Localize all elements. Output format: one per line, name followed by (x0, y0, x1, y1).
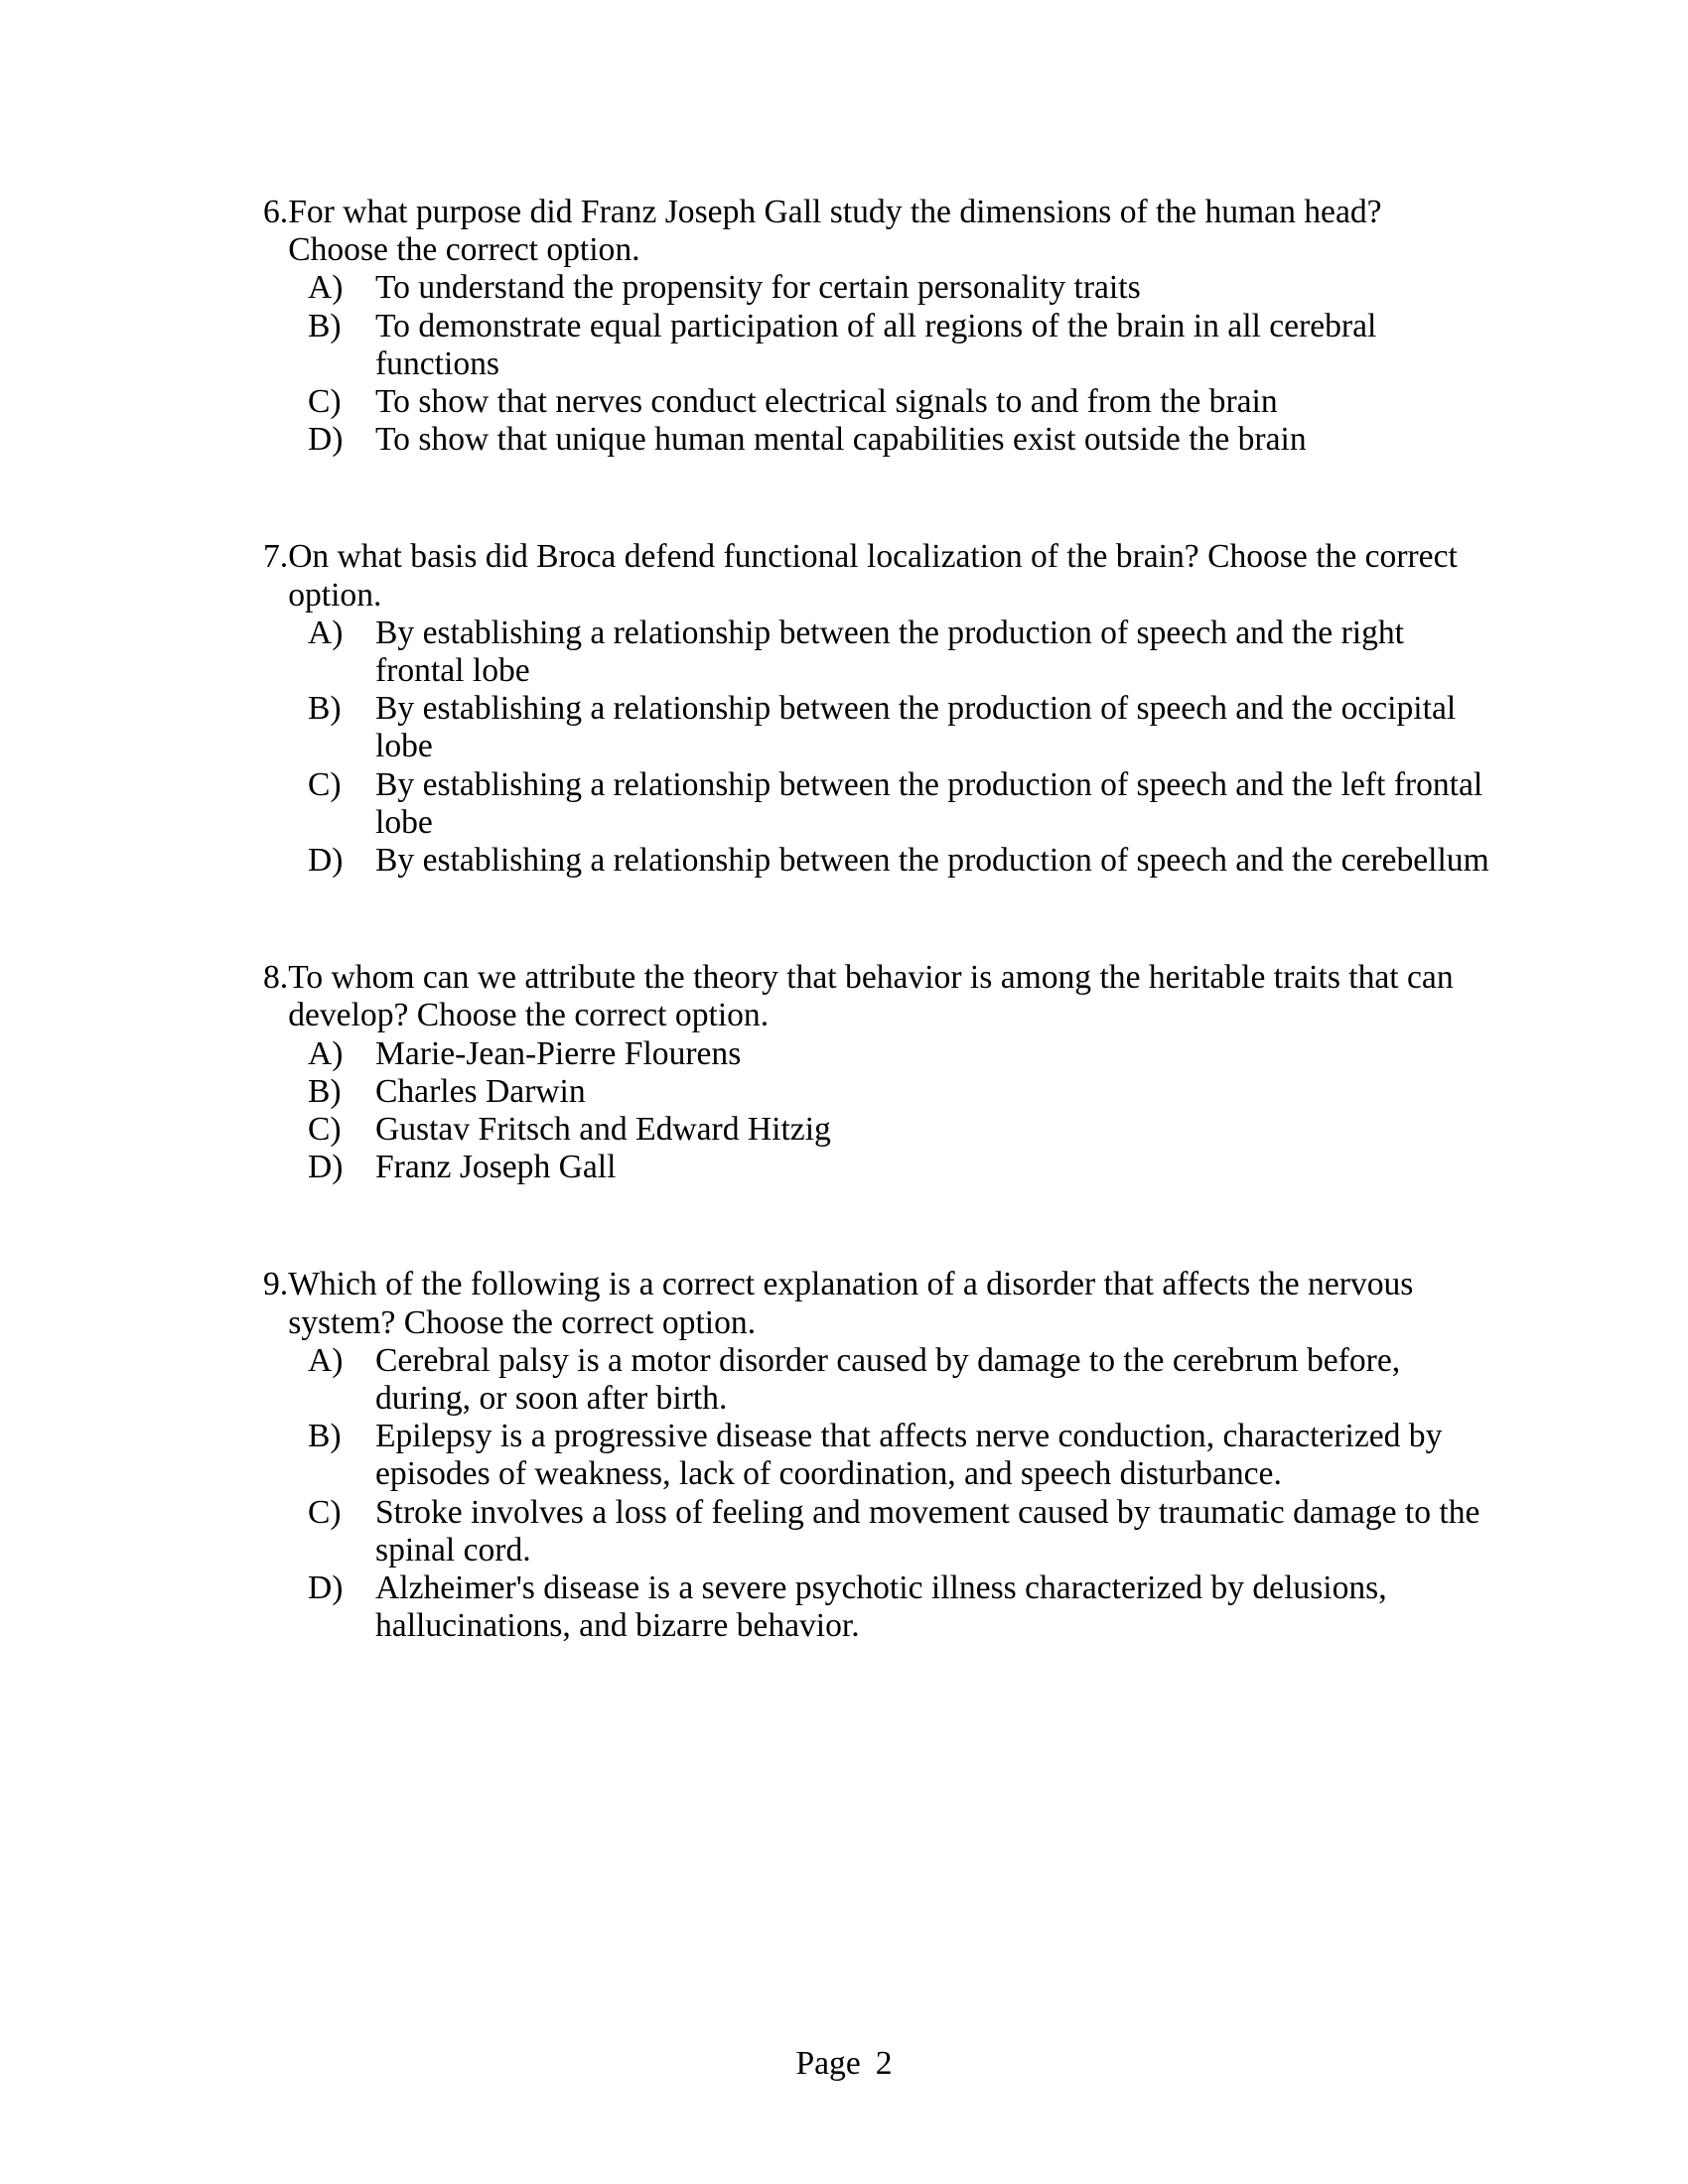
option-letter: D) (308, 842, 344, 880)
option-item (308, 1149, 1499, 1186)
question-number: 9. (263, 1266, 289, 1303)
option-item (308, 690, 1499, 765)
option-item (308, 383, 1499, 421)
option-item (308, 1342, 1499, 1418)
option-item (308, 842, 1499, 880)
option-text: Charles Darwin (375, 1072, 586, 1110)
option-letter: D) (308, 1149, 344, 1186)
question-text: Which of the following is a correct explanation of a disorder that affects the nervous system? Choose the correct option. (288, 1266, 1414, 1341)
option-item (308, 1494, 1499, 1570)
question-head (263, 538, 1499, 614)
question-head (263, 194, 1499, 269)
option-letter: C) (308, 765, 342, 803)
question-item-7 (263, 538, 1499, 880)
option-letter: B) (308, 1072, 342, 1110)
option-item (308, 766, 1499, 842)
question-item-9 (263, 1266, 1499, 1645)
option-letter: A) (308, 614, 344, 651)
option-item (308, 1035, 1499, 1073)
option-letter: A) (308, 1341, 344, 1379)
option-item (308, 1073, 1499, 1111)
option-letter: B) (308, 690, 342, 728)
question-number: 6. (263, 194, 289, 230)
option-letter: B) (308, 307, 342, 344)
option-item (308, 421, 1499, 459)
option-item (308, 1111, 1499, 1149)
option-text: By establishing a relationship between the production of speech and the occipital lobe (375, 690, 1457, 765)
option-letter: A) (308, 269, 344, 307)
question-item-8 (263, 959, 1499, 1186)
option-letter: C) (308, 383, 342, 421)
option-letter: C) (308, 1493, 342, 1531)
option-letter: B) (308, 1418, 342, 1455)
option-text: Franz Joseph Gall (375, 1149, 617, 1186)
question-head (263, 1266, 1499, 1341)
option-letter: C) (308, 1111, 342, 1149)
question-text: On what basis did Broca defend functional localization of the brain? Choose the correct option. (288, 538, 1458, 614)
option-letter: D) (308, 1570, 344, 1607)
option-item (308, 269, 1499, 307)
option-text: To demonstrate equal participation of all regions of the brain in all cerebral functions (375, 307, 1377, 382)
option-letter: D) (308, 421, 344, 459)
option-text: To show that unique human mental capabilities exist outside the brain (375, 421, 1307, 459)
option-text: By establishing a relationship between the production of speech and the cerebellum (375, 842, 1489, 880)
question-text: For what purpose did Franz Joseph Gall study the dimensions of the human head? Choose the correct option. (288, 194, 1382, 269)
option-text: Marie-Jean-Pierre Flourens (375, 1034, 742, 1072)
page-number: 2 (875, 2045, 893, 2082)
option-text: By establishing a relationship between the production of speech and the right frontal lobe (375, 614, 1404, 690)
question-head (263, 959, 1499, 1034)
option-text: To understand the propensity for certain personality traits (375, 269, 1141, 307)
option-item (308, 308, 1499, 383)
question-number: 7. (263, 538, 289, 576)
option-text: Gustav Fritsch and Edward Hitzig (375, 1111, 831, 1149)
option-letter: A) (308, 1034, 344, 1072)
option-text: Epilepsy is a progressive disease that affects nerve conduction, characterized by episodes of weakness, lack of coordination, and speech disturbance. (375, 1418, 1443, 1493)
question-number: 8. (263, 959, 289, 997)
option-item (308, 614, 1499, 690)
option-item (308, 1418, 1499, 1493)
option-text: To show that nerves conduct electrical signals to and from the brain (375, 383, 1278, 421)
option-text: Alzheimer's disease is a severe psychotic illness characterized by delusions, hallucinations, and bizarre behavior. (375, 1570, 1387, 1645)
question-list (263, 194, 1499, 1646)
option-text: By establishing a relationship between the production of speech and the left frontal lobe (375, 765, 1483, 841)
page-footer (0, 2045, 1688, 2083)
option-text: Stroke involves a loss of feeling and movement caused by traumatic damage to the spinal cord. (375, 1493, 1480, 1569)
option-text: Cerebral palsy is a motor disorder caused by damage to the cerebrum before, during, or soon after birth. (375, 1341, 1401, 1418)
question-item-6 (263, 194, 1499, 459)
option-item (308, 1570, 1499, 1645)
footer-label: Page (795, 2045, 861, 2082)
question-text: To whom can we attribute the theory that behavior is among the heritable traits that can develop? Choose the correct option. (288, 959, 1454, 1034)
